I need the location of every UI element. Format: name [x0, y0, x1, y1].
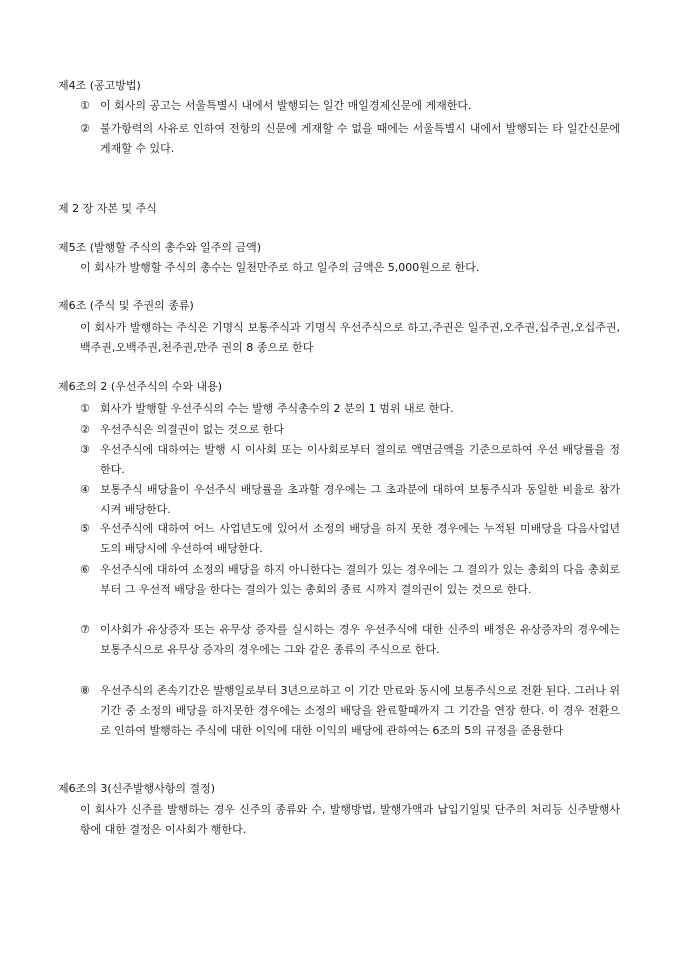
list-item	[80, 119, 620, 159]
article-title: 제6조 (주식 및 주권의 종류)	[58, 299, 194, 312]
item-number: ①	[80, 402, 90, 415]
item-text: 우선주식의 존속기간은 발행일로부터 3년으로하고 이 기간 만료와 동시에 보통주식으로 전환 된다. 그러나 위 기간 중 소정의 배당을 하지못한 경우에는 소정의 배당을 완료할때까지 그 기간을 연장 한다. 이 경우 전환으로 인하여 발행하는 주식에 대한 이익에 대한 이익의 배당에 관하여는 6조의 5의 규정을 준용한다	[100, 684, 620, 737]
item-text: 우선주식에 대하여 소정의 배당을 하지 아니한다는 결의가 있는 경우에는 그 결의가 있는 총회의 다음 총회로부터 그 우선적 배당을 한다는 결의가 있는 총회의 종료 시까지 결의권이 있는 것으로 한다.	[100, 563, 620, 596]
item-number: ⑦	[80, 623, 90, 636]
item-number: ③	[80, 443, 90, 456]
article-body: 이 회사가 발행하는 주식은 기명식 보통주식과 기명식 우선주식으로 하고,주권은 일주권,오주권,십주권,오십주권,백주권,오백주권,천주권,만주 권의 8 종으로 한다	[80, 321, 620, 354]
item-number: ①	[80, 99, 90, 112]
item-number: ⑧	[80, 684, 90, 697]
article-title: 제6조의 3(신주발행사항의 결정)	[58, 782, 216, 795]
list-item	[80, 480, 620, 520]
item-text: 우선주식은 의결권이 없는 것으로 한다	[100, 423, 285, 436]
list-item	[80, 420, 620, 440]
item-text: 보통주식 배당율이 우선주식 배당률을 초과할 경우에는 그 초과분에 대하여 보통주식과 동일한 비율로 참가시켜 배당한다.	[100, 483, 620, 516]
list-item	[80, 399, 620, 419]
item-number: ②	[80, 423, 90, 436]
item-text: 불가항력의 사유로 인하여 전항의 신문에 게재할 수 없을 때에는 서울특별시 내에서 발행되는 타 일간신문에 게재할 수 있다.	[100, 122, 620, 155]
item-number: ②	[80, 122, 90, 135]
list-item	[80, 560, 620, 600]
list-item	[80, 681, 620, 741]
item-number: ⑥	[80, 563, 90, 576]
article-title: 제4조 (공고방법)	[58, 79, 141, 92]
item-text: 우선주식에 대하여 어느 사업년도에 있어서 소정의 배당을 하지 못한 경우에는 누적된 미배당을 다음사업년도의 배당시에 우선하여 배당한다.	[100, 522, 620, 555]
chapter-heading: 제 2 장 자본 및 주식	[58, 202, 157, 215]
list-item	[80, 96, 620, 116]
article-title: 제5조 (발행할 주식의 총수와 일주의 금액)	[58, 241, 262, 254]
item-number: ④	[80, 483, 90, 496]
item-text: 이사회가 유상증자 또는 유무상 증자를 실시하는 경우 우선주식에 대한 신주의 배정은 유상증자의 경우에는 보통주식으로 유무상 증자의 경우에는 그와 같은 종류의 주식으로 한다.	[100, 623, 620, 656]
item-text: 우선주식에 대하여는 발행 시 이사회 또는 이사회로부터 결의로 액면금액을 기준으로하여 우선 배당률을 정한다.	[100, 443, 620, 476]
item-text: 회사가 발행할 우선주식의 수는 발행 주식총수의 2 분의 1 범위 내로 한다.	[100, 402, 454, 415]
article-body: 이 회사가 발행할 주식의 총수는 일천만주로 하고 일주의 금액은 5,000원으로 한다.	[80, 261, 480, 274]
item-number: ⑤	[80, 522, 90, 535]
article-title: 제6조의 2 (우선주식의 수와 내용)	[58, 380, 223, 393]
list-item	[80, 620, 620, 660]
list-item	[80, 440, 620, 480]
item-text: 이 회사의 공고는 서울특별시 내에서 발행되는 일간 매일경제신문에 게재한다.	[100, 99, 472, 112]
list-item	[80, 519, 620, 559]
article-body: 이 회사가 신주를 발행하는 경우 신주의 종류와 수, 발행방법, 발행가액과 납입기일및 단주의 처리등 신주발행사항에 대한 결정은 이사회가 행한다.	[80, 803, 620, 836]
